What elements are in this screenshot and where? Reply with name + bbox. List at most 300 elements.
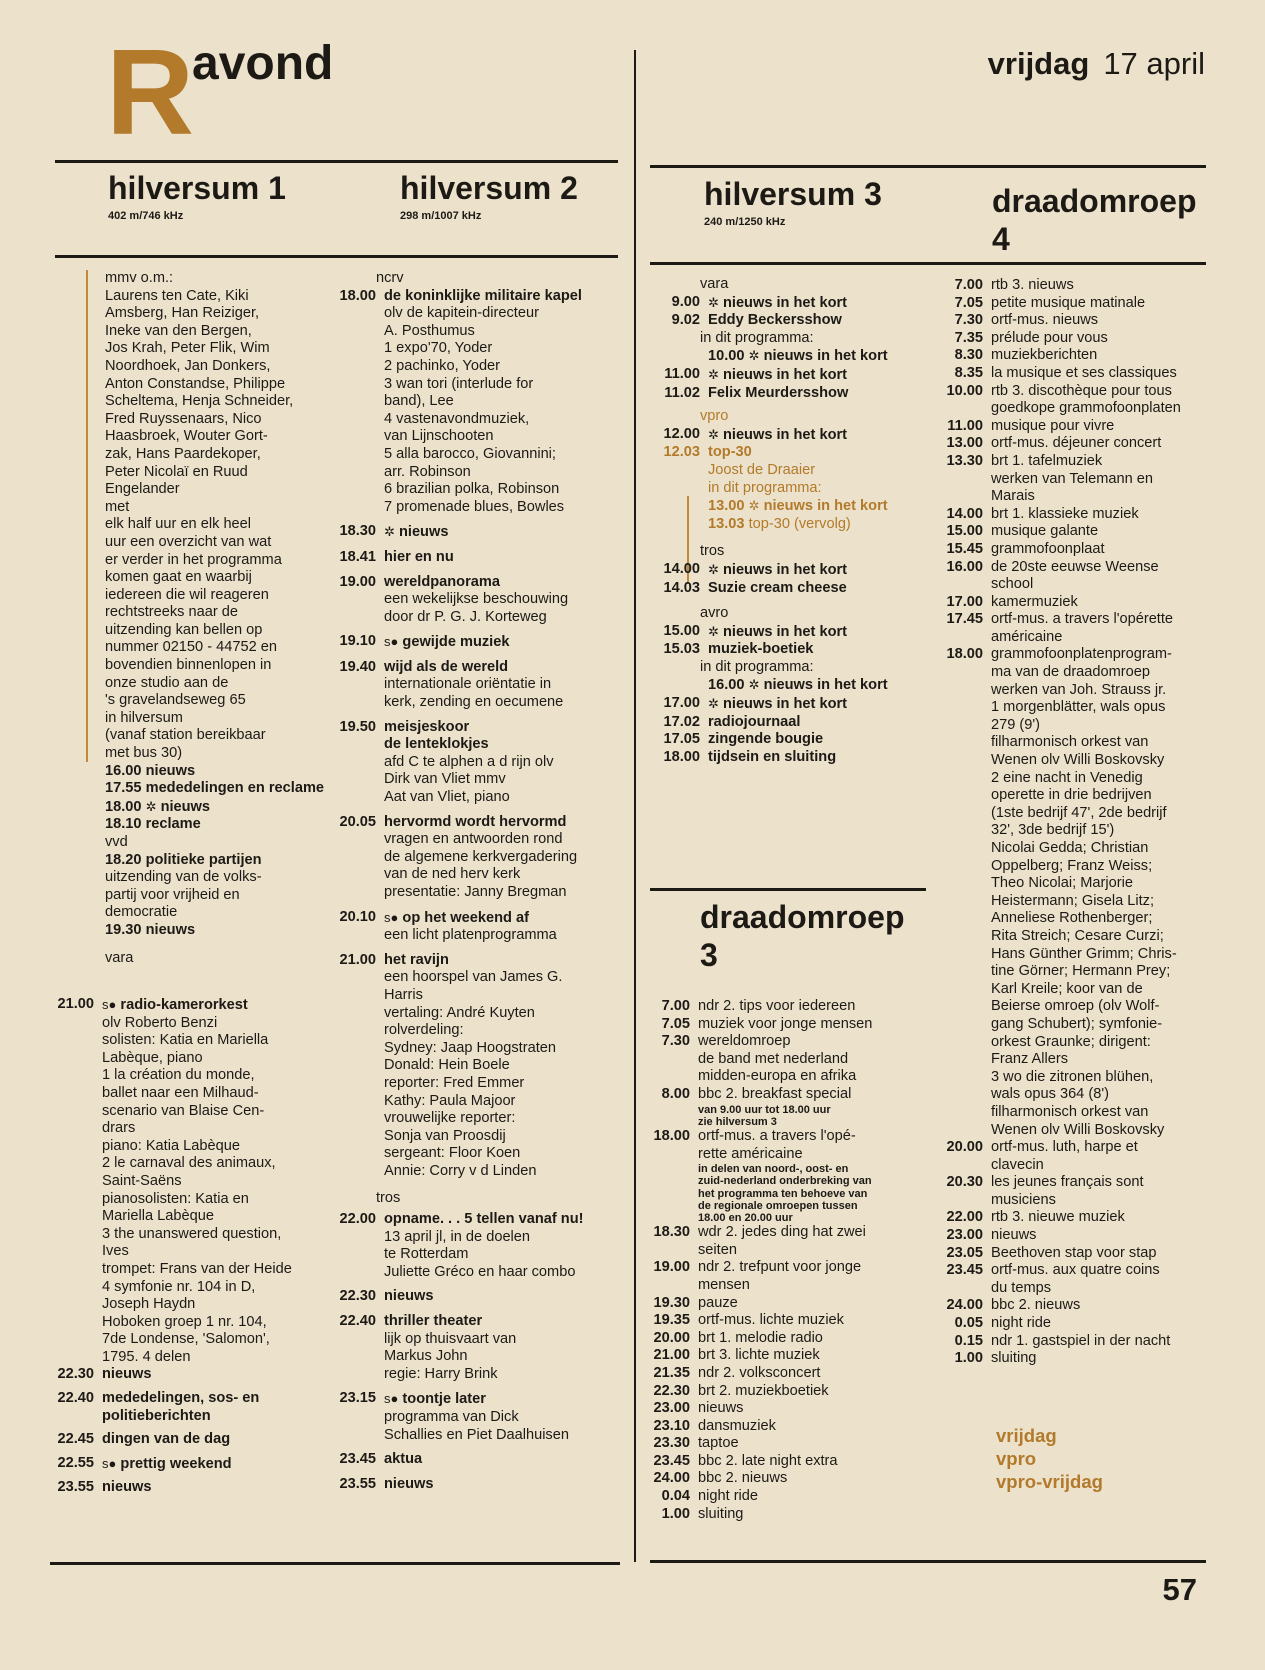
program-note: Markus John <box>384 1348 468 1365</box>
program-note: vragen en antwoorden rond <box>384 831 563 848</box>
program-title: nieuws <box>145 762 196 779</box>
news-star-icon: ✲ <box>708 561 719 577</box>
program-details <box>102 1390 335 1425</box>
program-title-text: ortf-mus. a travers l'opérette <box>991 611 1174 628</box>
program-entry <box>933 1139 1225 1174</box>
program-title <box>991 646 1225 664</box>
program-details <box>991 347 1225 365</box>
program-title-text: nieuws in het kort <box>763 348 888 365</box>
program-time: 22.55 <box>57 1454 94 1471</box>
program-time: 7.00 <box>661 998 690 1014</box>
program-entry <box>338 1313 622 1383</box>
program-note: presentatie: Janny Bregman <box>384 884 567 900</box>
program-title <box>384 659 622 677</box>
promo-line: vrijdag <box>996 1425 1057 1446</box>
program-entry <box>640 444 922 533</box>
program-title-text: les jeunes français sont <box>991 1174 1144 1191</box>
program-time: 7.30 <box>954 312 983 329</box>
program-entry <box>640 1224 927 1259</box>
program-details <box>991 365 1225 383</box>
program-title <box>698 1365 927 1383</box>
program-entry <box>640 1418 927 1436</box>
program-entry <box>640 1016 927 1034</box>
program-note: 2 eine nacht in Venedig <box>991 769 1143 786</box>
program-details <box>708 444 922 533</box>
program-entry <box>933 383 1225 418</box>
program-entry <box>640 1400 927 1418</box>
program-time: 19.10 <box>339 633 376 650</box>
program-title-text: nieuws in het kort <box>722 561 848 578</box>
program-time: 24.00 <box>946 1297 983 1314</box>
program-time: 15.03 <box>663 641 700 658</box>
program-title <box>698 998 927 1016</box>
program-title <box>991 1209 1225 1227</box>
program-title-text: nieuws <box>991 1227 1037 1244</box>
program-entry <box>933 559 1225 594</box>
program-title-text: nieuws in het kort <box>722 426 848 443</box>
program-title <box>708 347 922 366</box>
program-title <box>698 1347 927 1365</box>
program-entry <box>640 1506 927 1524</box>
program-note: Hans Günther Grimm; Chris- <box>991 945 1177 962</box>
program-details <box>698 1128 927 1224</box>
program-details <box>991 1297 1225 1315</box>
program-title-text: petite musique matinale <box>991 294 1146 311</box>
program-time: 21.00 <box>57 996 94 1012</box>
program-details <box>991 1227 1225 1245</box>
program-title <box>991 418 1225 436</box>
program-time: 11.00 <box>664 365 700 382</box>
program-note: reporter: Fred Emmer <box>384 1074 525 1091</box>
program-details <box>384 659 622 712</box>
program-details <box>384 549 622 567</box>
program-note: te Rotterdam <box>384 1246 469 1263</box>
program-time: 22.45 <box>57 1431 94 1448</box>
station-label: ncrv <box>376 270 404 286</box>
program-title <box>698 1330 927 1348</box>
date: 17 april <box>1103 46 1205 81</box>
program-title <box>991 312 1225 330</box>
program-entry <box>105 852 335 870</box>
program-time: 23.45 <box>946 1262 983 1279</box>
program-title <box>708 294 922 313</box>
program-title-text: ortf-mus. luth, harpe et <box>991 1139 1138 1156</box>
program-time: 18.30 <box>653 1224 690 1241</box>
program-title <box>102 1479 335 1497</box>
hilversum-2-column <box>338 270 622 1500</box>
program-time: 13.30 <box>946 452 983 469</box>
stereo-icon: s● <box>384 634 399 650</box>
section-logo <box>106 24 195 160</box>
rule-top-left <box>55 160 618 163</box>
program-note: Anneliese Rothenberger; <box>991 910 1153 927</box>
program-note: Annie: Corry v d Linden <box>384 1162 537 1179</box>
rule-bottom-left <box>50 1562 620 1565</box>
program-details <box>102 1479 335 1497</box>
program-details <box>991 594 1225 612</box>
program-title <box>384 523 622 542</box>
program-note: 4 symfonie nr. 104 in D, <box>102 1278 256 1295</box>
header-draadomroep-3 <box>700 898 910 974</box>
program-details <box>708 561 922 580</box>
program-entry <box>933 453 1225 506</box>
program-title-text: nieuws in het kort <box>722 623 848 640</box>
program-title <box>991 1139 1225 1157</box>
program-entry <box>640 1488 927 1506</box>
program-time: 20.00 <box>946 1139 983 1156</box>
program-time: 24.00 <box>653 1470 690 1487</box>
program-title-text: bbc 2. nieuws <box>991 1297 1081 1314</box>
program-title-text: brt 1. melodie radio <box>698 1329 823 1346</box>
program-note: Wenen olv Willi Boskovsky <box>991 752 1165 769</box>
program-title-text: nieuws in het kort <box>763 677 888 694</box>
program-details <box>698 1224 927 1259</box>
program-note: ballet naar een Milhaud- <box>102 1084 259 1101</box>
program-fineprint: van 9.00 uur tot 18.00 uur <box>698 1103 831 1116</box>
spacer <box>338 567 622 574</box>
program-entry <box>933 418 1225 436</box>
program-note: wals opus 364 (8') <box>991 1086 1109 1103</box>
program-title-text: wdr 2. jedes ding hat zwei <box>698 1224 866 1241</box>
program-title-text: bbc 2. late night extra <box>698 1452 838 1469</box>
program-entry <box>933 1297 1225 1315</box>
text-line: met bus 30) <box>105 745 183 762</box>
program-details <box>708 714 922 732</box>
program-title <box>991 1297 1225 1315</box>
program-note: Karl Kreile; koor van de <box>991 980 1143 997</box>
program-title-text: Suzie cream cheese <box>708 579 847 596</box>
program-time: 17.55 <box>105 780 142 797</box>
program-details <box>698 1418 927 1436</box>
program-time: 0.05 <box>954 1315 983 1332</box>
program-title-text: ortf-mus. nieuws <box>991 312 1099 329</box>
program-note: uitzending van de volks- <box>105 869 262 886</box>
program-time: 17.02 <box>663 713 700 730</box>
program-entry <box>105 816 335 834</box>
station-frequency: 402 m/746 kHz <box>108 210 184 222</box>
program-note: mensen <box>698 1276 750 1293</box>
program-entry <box>640 714 922 732</box>
program-title <box>384 1451 622 1469</box>
program-time <box>640 347 708 366</box>
text-line: in dit programma: <box>700 658 814 675</box>
program-title <box>384 1390 622 1409</box>
program-title <box>708 714 922 732</box>
program-title <box>991 1333 1225 1351</box>
program-title <box>384 719 622 737</box>
program-entry <box>640 1086 927 1128</box>
program-title <box>102 1366 335 1384</box>
program-entry <box>44 996 335 1366</box>
program-note: 7 promenade blues, Bowles <box>384 498 565 515</box>
program-entry <box>338 523 622 542</box>
program-details <box>708 426 922 445</box>
text-line: elk half uur en elk heel <box>105 516 252 533</box>
program-note: in dit programma: <box>708 479 822 496</box>
program-title <box>708 385 922 403</box>
program-entry <box>640 998 927 1016</box>
text-line: in dit programma: <box>700 329 814 346</box>
program-time: 16.00 <box>708 677 745 694</box>
program-time: 18.30 <box>339 523 376 540</box>
program-title-text: muziekberichten <box>991 347 1098 364</box>
news-star-icon: ✲ <box>708 294 719 310</box>
program-note: clavecin <box>991 1156 1044 1173</box>
program-entry <box>933 1209 1225 1227</box>
program-note: rette américaine <box>698 1145 803 1162</box>
program-note: Ives <box>102 1243 129 1260</box>
program-note: 1 la création du monde, <box>102 1067 255 1084</box>
program-title: top-30 <box>708 444 752 461</box>
program-time: 15.45 <box>946 540 983 557</box>
program-note: filharmonisch orkest van <box>991 734 1149 751</box>
program-title-text: hier en nu <box>384 548 454 565</box>
program-entry <box>338 574 622 627</box>
program-title <box>384 909 622 928</box>
program-note: Mariella Labèque <box>102 1208 214 1225</box>
program-time: 20.10 <box>339 908 376 925</box>
program-entry <box>933 1333 1225 1351</box>
program-title <box>708 366 922 385</box>
program-title <box>991 1262 1225 1280</box>
text-line: er verder in het programma <box>105 551 282 568</box>
program-note: filharmonisch orkest van <box>991 1103 1149 1120</box>
program-note: 3 wan tori (interlude for <box>384 375 534 392</box>
program-title: mededelingen en reclame <box>145 780 325 797</box>
station-title: draadomroep 4 <box>992 183 1197 257</box>
program-entry <box>933 506 1225 524</box>
weekday: vrijdag <box>987 46 1090 81</box>
station-label: vvd <box>105 834 128 850</box>
program-time: 23.45 <box>653 1452 690 1469</box>
program-title-line: de lenteklokjes <box>384 736 489 753</box>
text-line: onze studio aan de <box>105 674 229 691</box>
program-title-text: prélude pour vous <box>991 329 1108 346</box>
program-details <box>698 1365 927 1383</box>
program-time: 7.30 <box>661 1033 690 1050</box>
program-time: 17.00 <box>663 695 700 712</box>
spacer <box>338 807 622 814</box>
program-title-text: rtb 3. nieuwe muziek <box>991 1209 1125 1226</box>
program-title-text: nieuws in het kort <box>722 696 848 713</box>
news-star-icon: ✲ <box>708 696 719 712</box>
program-time: 22.30 <box>339 1288 376 1305</box>
program-details <box>991 1262 1225 1297</box>
program-details <box>708 580 922 598</box>
program-title-text: taptoe <box>698 1435 739 1452</box>
program-details <box>991 559 1225 594</box>
program-note: seiten <box>698 1241 737 1258</box>
program-details <box>991 312 1225 330</box>
program-note: A. Posthumus <box>384 322 475 339</box>
program-entry <box>640 1033 927 1086</box>
news-star-icon: ✲ <box>708 623 719 639</box>
program-entry <box>933 1315 1225 1333</box>
stereo-icon: s● <box>384 1391 399 1407</box>
text-line: Ineke van den Bergen, <box>105 322 252 339</box>
program-title <box>698 1418 927 1436</box>
program-time: 13.03 <box>708 515 745 532</box>
program-details <box>384 633 622 652</box>
program-title <box>698 1295 927 1313</box>
program-note: Kathy: Paula Majoor <box>384 1092 516 1109</box>
program-title <box>991 347 1225 365</box>
program-title: nieuws <box>160 798 211 815</box>
program-title <box>384 1211 622 1229</box>
program-note: van de ned herv kerk <box>384 866 521 883</box>
program-note: drars <box>102 1120 136 1137</box>
spacer <box>338 1444 622 1451</box>
program-time: 23.15 <box>339 1390 376 1407</box>
program-note: democratie <box>105 904 178 921</box>
program-entry <box>338 288 622 517</box>
program-details <box>991 330 1225 348</box>
program-entry <box>640 312 922 330</box>
program-time: 13.00 <box>708 498 745 515</box>
program-note: ma van de draadomroep <box>991 664 1151 681</box>
program-details <box>708 347 922 366</box>
text-line: bovendien binnenlopen in <box>105 657 272 674</box>
program-title-text: brt 3. lichte muziek <box>698 1347 820 1364</box>
program-time: 23.10 <box>653 1417 690 1434</box>
program-title-text: kamermuziek <box>991 593 1078 610</box>
program-time: 23.05 <box>946 1244 983 1261</box>
program-time: 8.00 <box>661 1085 690 1102</box>
program-title-text: zingende bougie <box>708 731 824 748</box>
station-title: hilversum 3 <box>704 176 882 212</box>
program-title-text: pauze <box>698 1294 738 1311</box>
program-title <box>384 1288 622 1306</box>
program-time: 22.40 <box>339 1313 376 1330</box>
program-time: 7.05 <box>954 294 983 311</box>
draadomroep-3-column <box>640 998 927 1523</box>
program-time: 19.35 <box>653 1312 690 1329</box>
program-details <box>708 641 922 659</box>
program-time: 23.45 <box>339 1451 376 1468</box>
program-details <box>708 385 922 403</box>
program-entry <box>933 365 1225 383</box>
program-entry <box>44 1479 335 1497</box>
news-star-icon: ✲ <box>748 348 760 364</box>
program-title-text: musique pour vivre <box>991 417 1115 434</box>
hilversum-3-column <box>640 276 922 766</box>
program-note: rolverdeling: <box>384 1022 464 1039</box>
logo-letter: R <box>106 24 195 160</box>
program-details <box>384 1313 622 1383</box>
program-details <box>991 1315 1225 1333</box>
program-note: school <box>991 576 1034 593</box>
program-fineprint: zuid-nederland onderbreking van <box>698 1175 872 1188</box>
program-entry <box>640 561 922 580</box>
program-title <box>698 1259 927 1277</box>
program-entry <box>105 780 335 798</box>
program-title <box>384 1313 622 1331</box>
program-title-text: brt 1. tafelmuziek <box>991 452 1103 469</box>
program-details <box>698 998 927 1016</box>
station-label: vara <box>700 276 729 292</box>
program-note: 1 expo'70, Yoder <box>384 340 493 357</box>
program-note: lijk op thuisvaart van <box>384 1330 517 1347</box>
program-details <box>698 1435 927 1453</box>
program-time: 19.50 <box>339 718 376 735</box>
hilversum-1-evening-column <box>44 996 335 1503</box>
program-time: 20.05 <box>339 813 376 830</box>
program-time: 17.00 <box>946 593 983 610</box>
program-time: 21.00 <box>339 951 376 968</box>
rule-top-right <box>650 165 1206 168</box>
station-label: vara <box>105 949 134 966</box>
program-title <box>708 426 922 445</box>
program-details <box>384 1476 622 1494</box>
program-note: 279 (9') <box>991 716 1041 733</box>
promo-line: vpro <box>996 1448 1037 1469</box>
program-title <box>102 1431 335 1449</box>
program-title-text: ndr 2. volksconcert <box>698 1364 821 1381</box>
program-title-text: toontje later <box>402 1391 486 1408</box>
program-title-text: prettig weekend <box>120 1455 232 1472</box>
spacer <box>44 1497 335 1503</box>
program-entry <box>933 646 1225 1139</box>
program-title <box>991 453 1225 471</box>
program-title-text: op het weekend af <box>402 909 529 926</box>
text-line: mmv o.m.: <box>105 270 174 286</box>
program-details <box>384 909 622 945</box>
program-note: piano: Katia Labèque <box>102 1137 240 1154</box>
station-label: tros <box>700 543 725 560</box>
program-time: 8.35 <box>954 364 983 381</box>
program-title-text: gewijde muziek <box>402 634 510 651</box>
program-note: 3 wo die zitronen blühen, <box>991 1068 1154 1085</box>
program-entry <box>105 922 335 940</box>
program-title-text: night ride <box>991 1315 1052 1332</box>
program-time: 12.03 <box>663 444 700 461</box>
program-time: 14.00 <box>663 560 700 577</box>
program-entry <box>640 366 922 385</box>
news-star-icon: ✲ <box>748 677 760 693</box>
program-details <box>384 814 622 902</box>
program-title-text: Beethoven stap voor stap <box>991 1244 1157 1261</box>
program-title-text: ndr 2. tips voor iedereen <box>698 998 856 1014</box>
program-details <box>384 1211 622 1281</box>
program-title-text: rtb 3. discothèque pour tous <box>991 382 1172 399</box>
program-time: 17.45 <box>946 611 983 628</box>
program-details <box>708 731 922 749</box>
spacer <box>338 1281 622 1288</box>
program-note: Labèque, piano <box>102 1049 203 1066</box>
program-note: gang Schubert); symfonie- <box>991 1015 1163 1032</box>
program-note: olv de kapitein-directeur <box>384 305 539 322</box>
program-time: 0.04 <box>661 1488 690 1505</box>
program-time: 19.30 <box>653 1294 690 1311</box>
program-title-text: nieuws <box>102 1366 152 1383</box>
program-entry <box>640 641 922 659</box>
program-title <box>698 1400 927 1418</box>
spacer <box>105 940 335 950</box>
rule-bottom-right <box>650 1560 1206 1563</box>
program-note: werken van Joh. Strauss jr. <box>991 681 1167 698</box>
program-title-text: sluiting <box>991 1350 1037 1367</box>
program-note: (1ste bedrijf 47', 2de bedrijf <box>991 804 1167 821</box>
program-fineprint: 18.00 en 20.00 uur <box>698 1211 793 1224</box>
program-time: 20.30 <box>946 1174 983 1191</box>
program-time: 23.00 <box>653 1400 690 1417</box>
text-line: Scheltema, Henja Schneider, <box>105 393 294 410</box>
program-entry <box>338 1390 622 1444</box>
program-details <box>698 1330 927 1348</box>
program-entry <box>338 1211 622 1281</box>
program-time: 9.02 <box>671 312 700 329</box>
program-title-text: musique galante <box>991 523 1099 540</box>
